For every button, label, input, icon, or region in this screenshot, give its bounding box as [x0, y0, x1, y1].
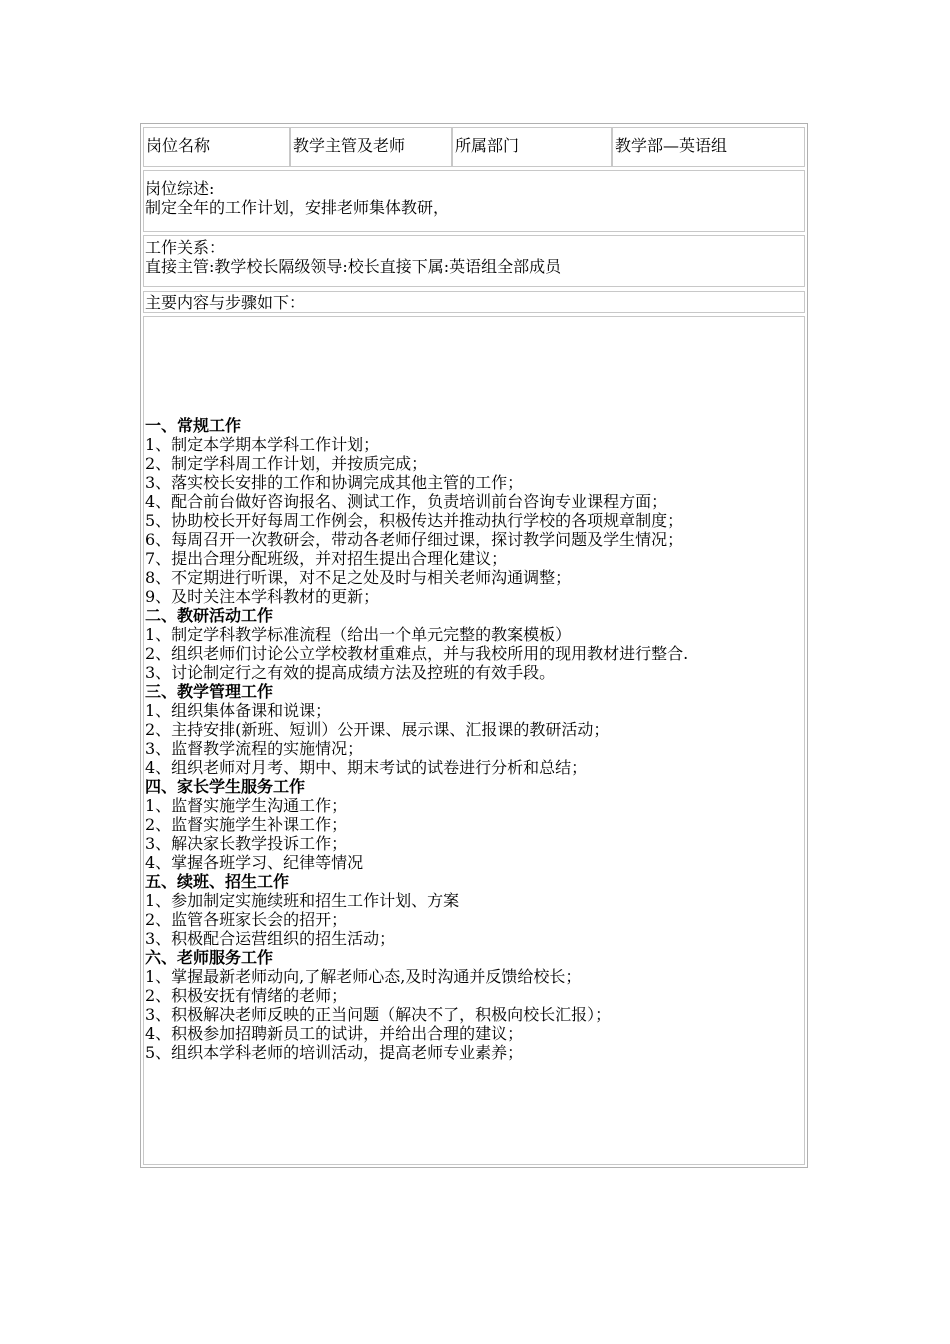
relations-title: 工作关系：: [145, 238, 226, 257]
list-item: 3、解决家长教学投诉工作；: [145, 834, 348, 853]
list-item: 1、监督实施学生沟通工作；: [145, 796, 348, 815]
position-label-cell: [143, 127, 290, 167]
list-item: 4、配合前台做好咨询报名、测试工作，负责培训前台咨询专业课程方面；: [145, 492, 668, 511]
list-item: 1、参加制定实施续班和招生工作计划、方案: [145, 891, 460, 910]
list-item: 3、落实校长安排的工作和协调完成其他主管的工作；: [145, 473, 524, 492]
list-item: 1、组织集体备课和说课；: [145, 701, 332, 720]
relations-cell: [143, 235, 805, 287]
section-heading: 三、教学管理工作: [145, 682, 274, 701]
list-item: 3、积极配合运营组织的招生活动；: [145, 929, 396, 948]
department-value: 教学部—英语组: [615, 136, 728, 155]
list-item: 5、协助校长开好每周工作例会，积极传达并推动执行学校的各项规章制度；: [145, 511, 684, 530]
summary-title: 岗位综述:: [145, 179, 215, 198]
main-content-cell: [143, 316, 805, 1165]
relations-text: 直接主管:教学校长隔级领导:校长直接下属:英语组全部成员: [145, 257, 562, 276]
list-item: 1、制定学科教学标准流程（给出一个单元完整的教案模板）: [145, 625, 572, 644]
list-item: 1、掌握最新老师动向,了解老师心态,及时沟通并反馈给校长；: [145, 967, 582, 986]
section-heading: 四、家长学生服务工作: [145, 777, 306, 796]
list-item: 4、组织老师对月考、期中、期末考试的试卷进行分析和总结；: [145, 758, 588, 777]
list-item: 3、监督教学流程的实施情况；: [145, 739, 364, 758]
department-label: 所属部门: [455, 136, 520, 155]
main-title-cell: [143, 291, 805, 313]
main-content-list: [144, 416, 688, 1062]
main-title: 主要内容与步骤如下：: [145, 293, 306, 312]
list-item: 2、监管各班家长会的招开；: [145, 910, 348, 929]
list-item: 2、制定学科周工作计划，并按质完成；: [145, 454, 428, 473]
list-item: 5、组织本学科老师的培训活动，提高老师专业素养；: [145, 1043, 524, 1062]
department-label-cell: [452, 127, 612, 167]
department-value-cell: [612, 127, 805, 167]
section-heading: 二、教研活动工作: [145, 606, 274, 625]
list-item: 2、监督实施学生补课工作；: [145, 815, 348, 834]
list-item: 7、提出合理分配班级，并对招生提出合理化建议；: [145, 549, 508, 568]
list-item: 2、组织老师们讨论公立学校教材重难点，并与我校所用的现用教材进行整合.: [145, 644, 689, 663]
list-item: 3、讨论制定行之有效的提高成绩方法及控班的有效手段。: [145, 663, 556, 682]
section-heading: 一、常规工作: [145, 416, 242, 435]
list-item: 9、及时关注本学科教材的更新；: [145, 587, 380, 606]
section-heading: 五、续班、招生工作: [145, 872, 290, 891]
position-value-cell: [290, 127, 452, 167]
section-heading: 六、老师服务工作: [145, 948, 274, 967]
summary-text: 制定全年的工作计划，安排老师集体教研，: [145, 198, 450, 217]
list-item: 2、主持安排(新班、短训）公开课、展示课、汇报课的教研活动；: [145, 720, 610, 739]
list-item: 4、掌握各班学习、纪律等情况: [145, 853, 364, 872]
list-item: 8、不定期进行听课，对不足之处及时与相关老师沟通调整；: [145, 568, 572, 587]
list-item: 1、制定本学期本学科工作计划；: [145, 435, 380, 454]
position-label: 岗位名称: [146, 136, 211, 155]
list-item: 2、积极安抚有情绪的老师；: [145, 986, 348, 1005]
summary-cell: [143, 170, 805, 232]
list-item: 3、积极解决老师反映的正当问题（解决不了，积极向校长汇报）；: [145, 1005, 612, 1024]
list-item: 4、积极参加招聘新员工的试讲，并给出合理的建议；: [145, 1024, 524, 1043]
list-item: 6、每周召开一次教研会，带动各老师仔细过课，探讨教学问题及学生情况；: [145, 530, 684, 549]
position-value: 教学主管及老师: [293, 136, 406, 155]
